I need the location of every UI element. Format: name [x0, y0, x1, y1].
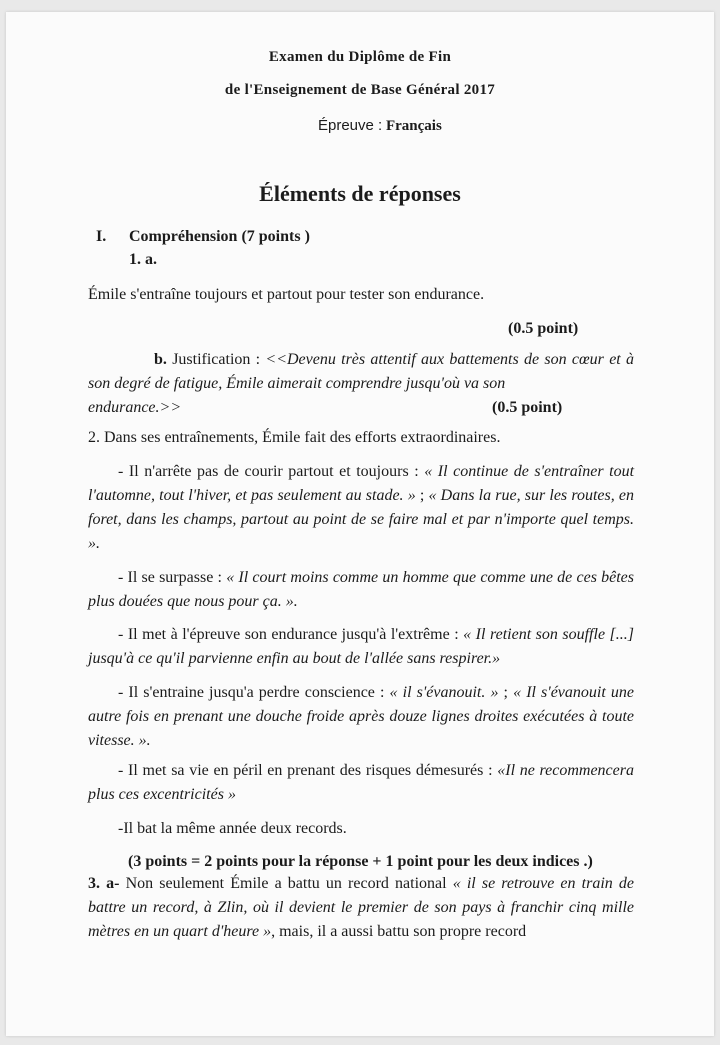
question-2-scoring: (3 points = 2 points pour la réponse + 1 point pour les deux indices .)	[128, 853, 593, 870]
list-item: - Il s'entraine jusqu'a perdre conscience : « il s'évanouit. » ; « Il s'évanouit une autre fois en prenant une douche froide après douze lignes droites exécutées à toute vitesse. ».	[88, 684, 634, 749]
exam-title-line-2: de l'Enseignement de Base Général 2017	[224, 82, 496, 98]
subject-name: Français	[385, 118, 442, 134]
answer-1a: Émile s'entraîne toujours et partout pour tester son endurance.	[88, 286, 485, 303]
points-1b: (0.5 point)	[492, 399, 563, 416]
list-item: - Il met à l'épreuve son endurance jusqu'à l'extrême : « Il retient son souffle [...] jusqu'à ce qu'il parvienne enfin au bout de l'allée sans respirer.»	[88, 626, 635, 667]
list-item: - Il se surpasse : « Il court moins comme un homme que comme une de ces bêtes plus douées que nous pour ça. ».	[88, 569, 635, 610]
answer-1b	[88, 348, 634, 396]
exam-title-line-1: Examen du Diplôme de Fin	[268, 49, 452, 65]
section-heading: Compréhension (7 points )	[129, 228, 310, 245]
justification-quote-1: <<Devenu très attentif aux battements de son cœur	[265, 351, 604, 368]
question-3a-label: 3. a-	[88, 875, 120, 892]
subject-label: Épreuve :	[318, 117, 383, 134]
points-1a: (0.5 point)	[508, 320, 579, 337]
question-3a: 3. a- Non seulement Émile a battu un record national « il se retrouve en train de battre un record, à Zlin, où il devient le premier de son pays à franchir cinq mille mètres en un quart d'heure », mais, il a aussi battu son propre record	[88, 875, 635, 940]
question-2-intro: 2. Dans ses entraînements, Émile fait des efforts extraordinaires.	[88, 429, 501, 446]
question-2-last-item: -Il bat la même année deux records.	[118, 820, 347, 837]
exam-subject	[318, 117, 442, 135]
justification-label: Justification :	[172, 351, 261, 368]
list-item: - Il n'arrête pas de courir partout et toujours : « Il continue de s'entraîner tout l'automne, tout l'hiver, et pas seulement au stade. » ; « Dans la rue, sur les routes, en foret, dans les champs, partout au point de se faire mal et par n'importe quel temps. ».	[88, 463, 635, 552]
section-numeral: I.	[96, 228, 107, 245]
justification-quote-end: endurance.>>	[88, 399, 182, 416]
page-title: Éléments de réponses	[259, 181, 461, 206]
question-1a-label: 1. a.	[129, 251, 157, 268]
justification-quote-2: et à son degré de fatigue, Émile aimerait comprendre jusqu'où va son	[88, 351, 635, 392]
list-item: - Il met sa vie en péril en prenant des risques démesurés : «Il ne recommencera plus ces excentricités »	[88, 762, 634, 803]
question-1b-label: b.	[154, 351, 167, 368]
